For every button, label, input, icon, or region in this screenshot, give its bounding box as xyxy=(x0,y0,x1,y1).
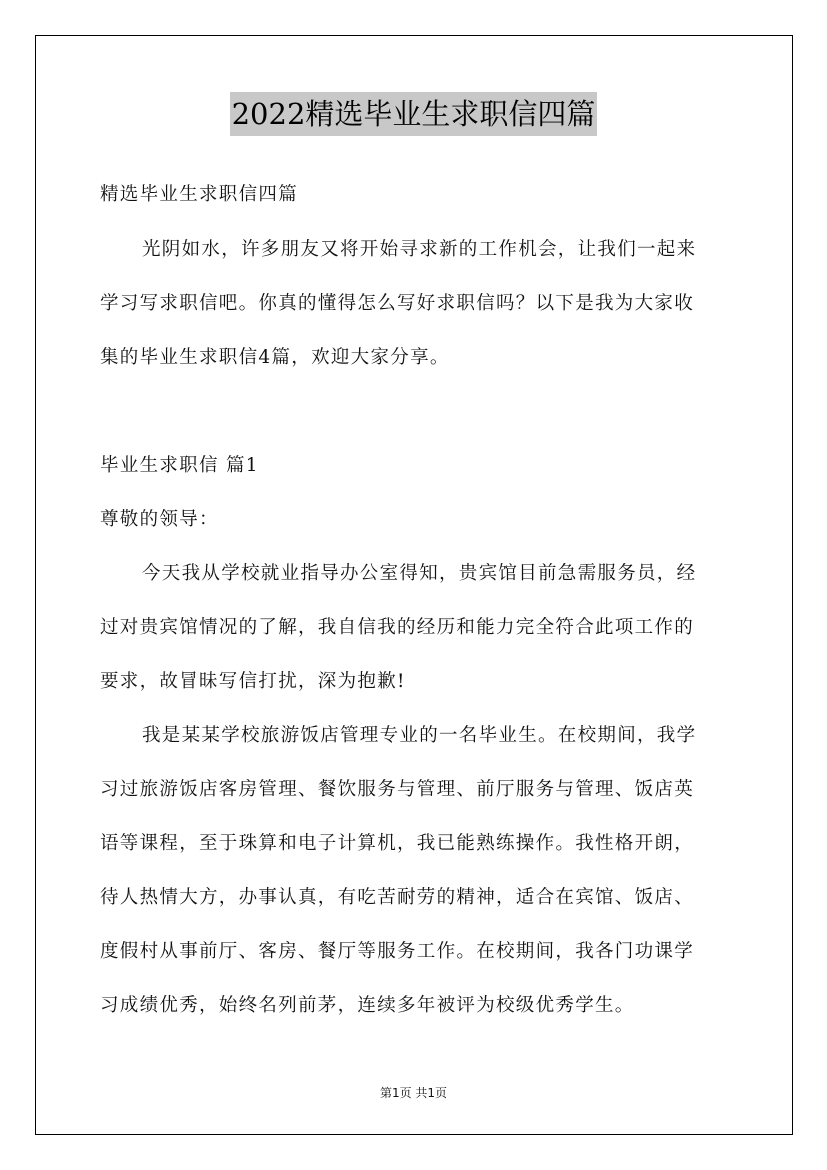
intro-line-3: 集的毕业生求职信4篇，欢迎大家分享。 xyxy=(100,347,450,368)
intro-line-2: 学习写求职信吧。你真的懂得怎么写好求职信吗？以下是我为大家收 xyxy=(100,293,695,314)
document-subtitle: 精选毕业生求职信四篇 xyxy=(100,184,299,205)
section-heading: 毕业生求职信 篇1 xyxy=(100,455,259,476)
paragraph2-line-2: 习过旅游饭店客房管理、餐饮服务与管理、前厅服务与管理、饭店英 xyxy=(100,779,695,800)
paragraph2-line-3: 语等课程，至于珠算和电子计算机，我已能熟练操作。我性格开朗， xyxy=(100,833,695,854)
paragraph2-line-5: 度假村从事前厅、客房、餐厅等服务工作。在校期间，我各门功课学 xyxy=(100,941,695,962)
paragraph2-line-4: 待人热情大方，办事认真，有吃苦耐劳的精神，适合在宾馆、饭店、 xyxy=(100,887,695,908)
document-title: 2022精选毕业生求职信四篇 xyxy=(230,92,598,136)
document-body xyxy=(100,92,727,1016)
page-footer: 第1页 共1页 xyxy=(379,1086,448,1100)
paragraph1-line-2: 过对贵宾馆情况的了解，我自信我的经历和能力完全符合此项工作的 xyxy=(100,617,695,638)
paragraph1-line-3: 要求，故冒昧写信打扰，深为抱歉! xyxy=(100,671,406,692)
intro-line-1: 光阴如水，许多朋友又将开始寻求新的工作机会，让我们一起来 xyxy=(142,239,697,260)
salutation: 尊敬的领导： xyxy=(100,509,219,530)
paragraph2-line-1: 我是某某学校旅游饭店管理专业的一名毕业生。在校期间，我学 xyxy=(142,725,697,746)
paragraph2-line-6: 习成绩优秀，始终名列前茅，连续多年被评为校级优秀学生。 xyxy=(100,995,635,1016)
title-container xyxy=(100,92,727,152)
paragraph1-line-1: 今天我从学校就业指导办公室得知，贵宾馆目前急需服务员，经 xyxy=(142,563,697,584)
